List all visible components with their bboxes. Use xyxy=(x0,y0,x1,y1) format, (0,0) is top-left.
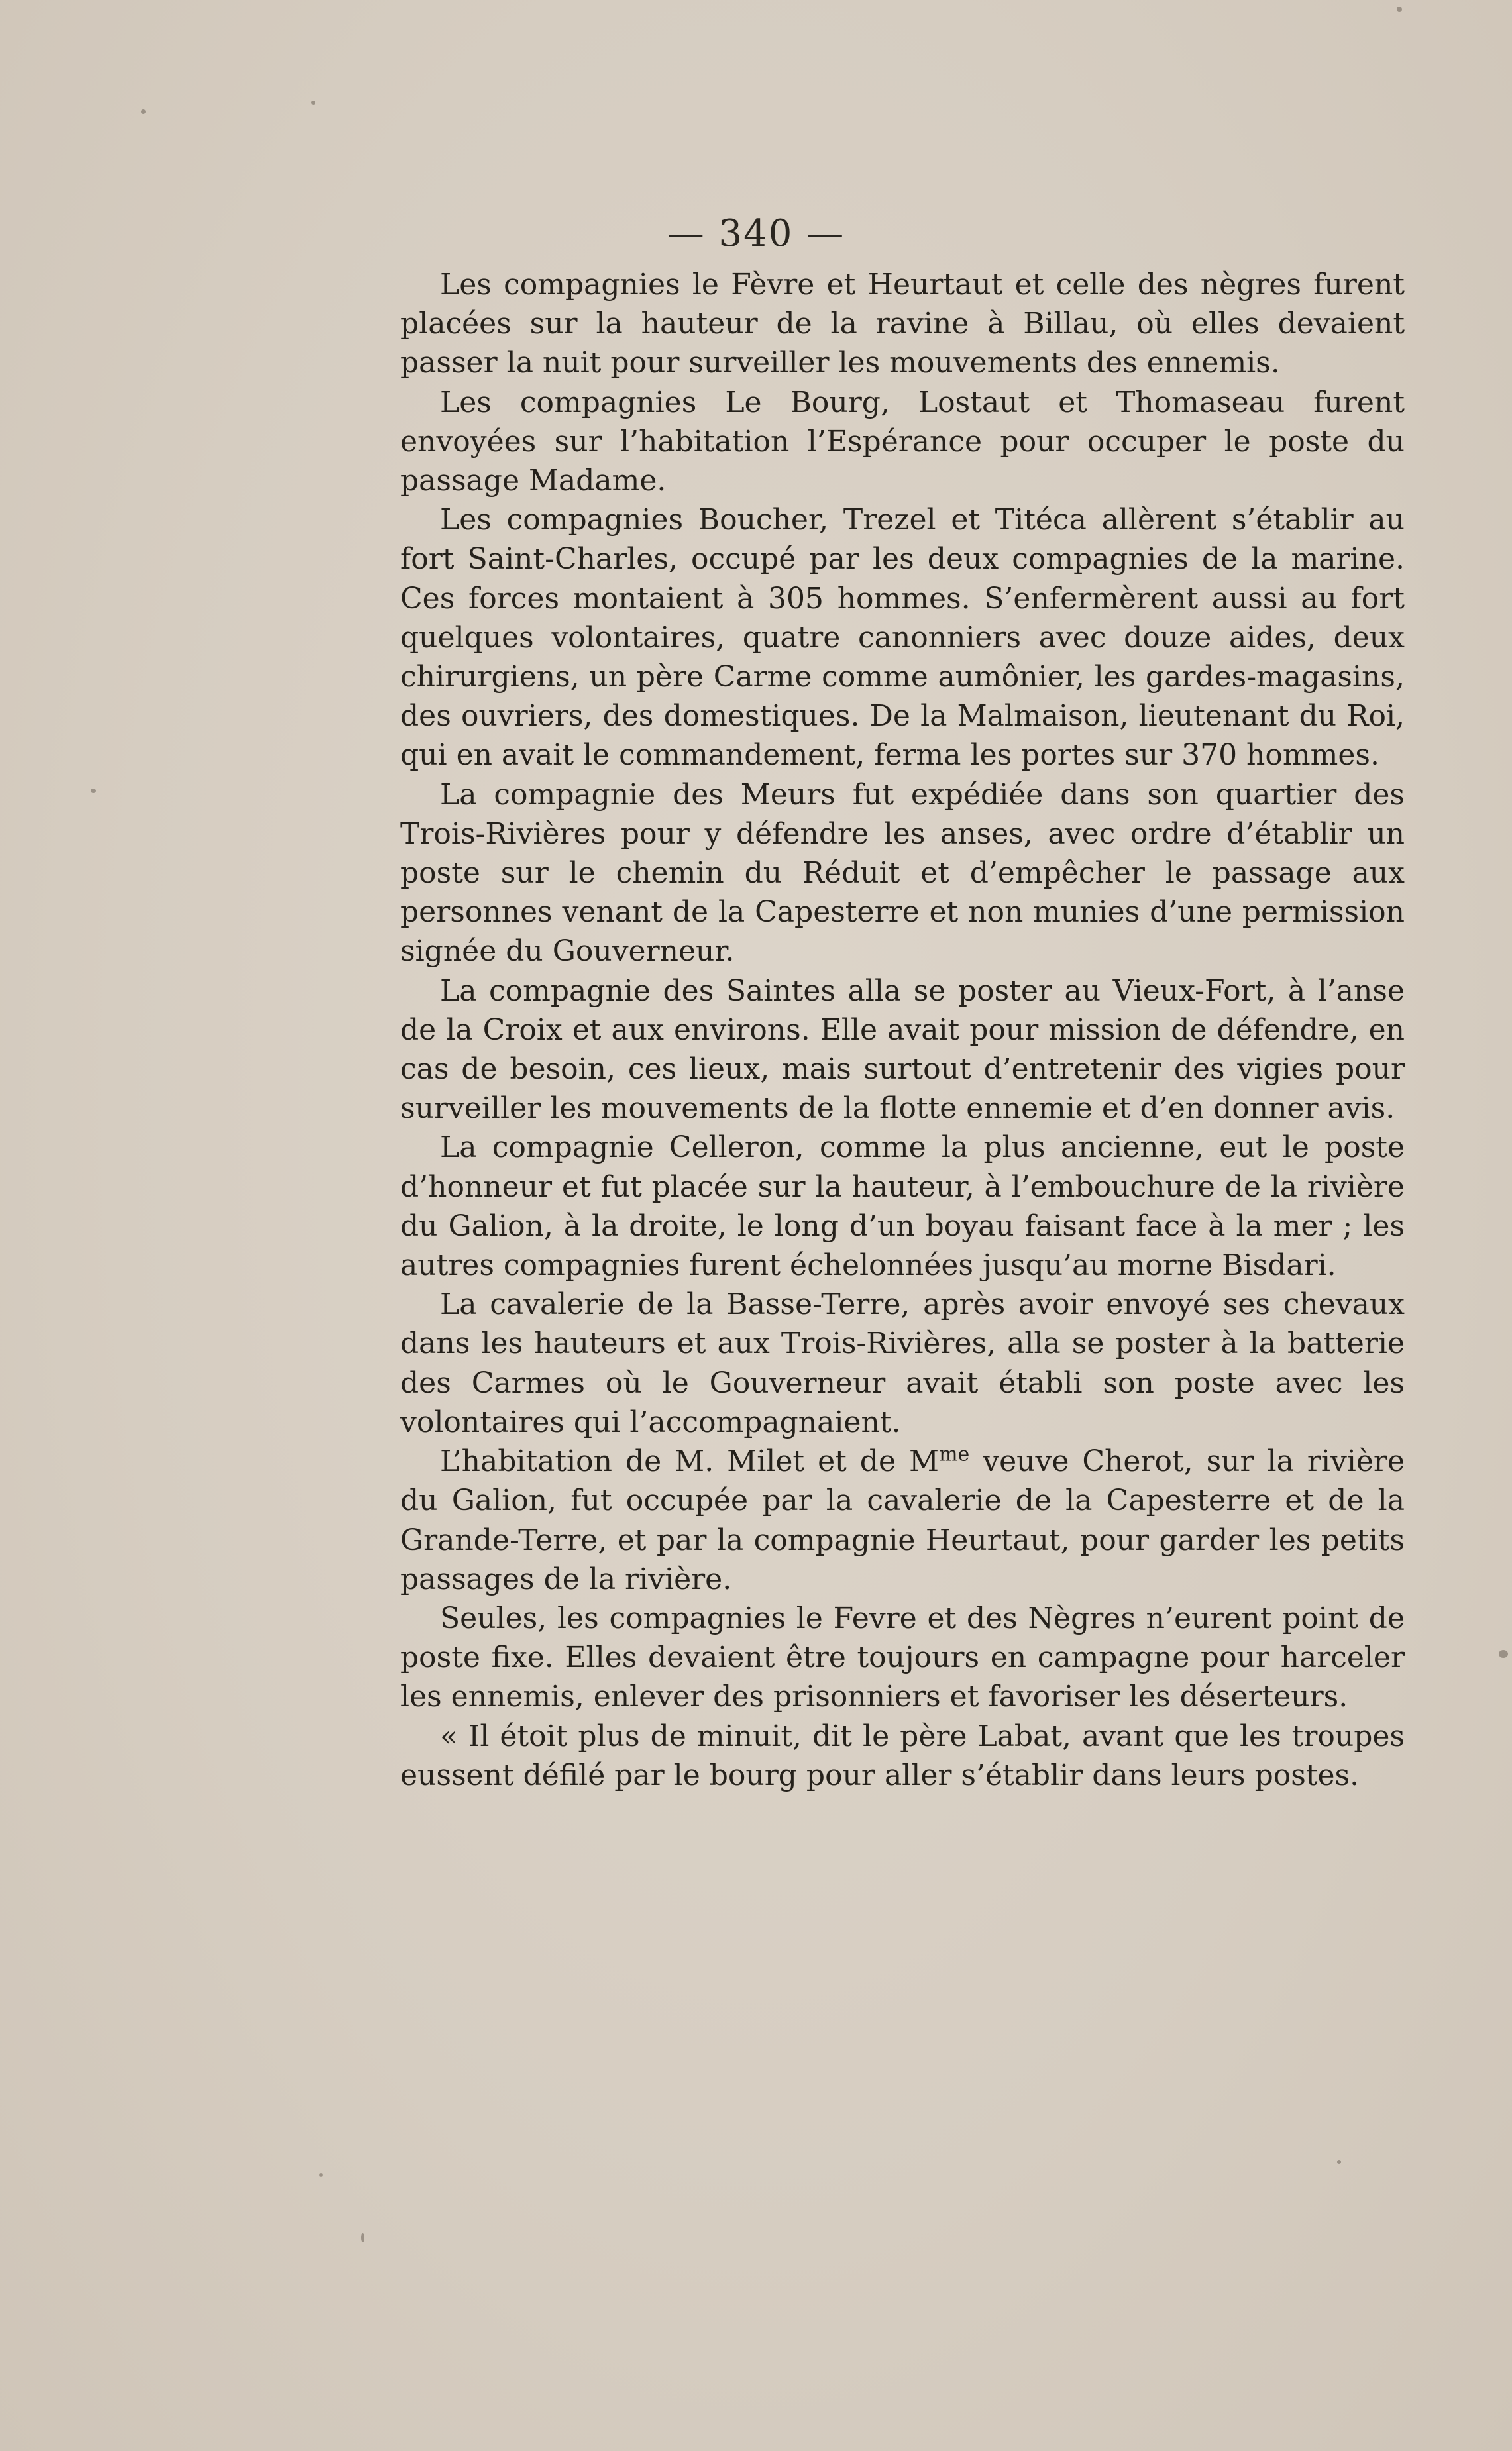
paragraph: Les compagnies le Fèvre et Heurtaut et celle des nègres furent placées sur la hauteur de la ravine à Billau, où elles devaient passer la nuit pour surveiller les mouvements des ennemis. xyxy=(400,268,1405,380)
paragraph: La cavalerie de la Basse-Terre, après avoir envoyé ses chevaux dans les hauteurs et aux Trois-Rivières, alla se poster à la batterie des Carmes où le Gouverneur avait établi son poste avec les volontaires qui l’accompagnaient. xyxy=(400,1287,1405,1439)
paper-speck xyxy=(141,109,146,114)
paper-speck xyxy=(91,789,96,793)
paragraph: La compagnie des Saintes alla se poster au Vieux-Fort, à l’anse de la Croix et aux environs. Elle avait pour mission de défendre, en cas de besoin, ces lieux, mais surtout d’entretenir des vigies pour surveiller les mouvements de la flotte ennemie et d’en donner avis. xyxy=(400,973,1405,1126)
page-number: — 340 — xyxy=(667,212,845,255)
paragraph-text: veuve Cherot, sur la rivière du Galion, fut occupée par la cavalerie de la Capesterre et de la Grande-Terre, et par la compagnie Heurtaut, pour garder les petits passages de la rivière. xyxy=(400,1444,1405,1596)
paragraph: « Il étoit plus de minuit, dit le père Labat, avant que les troupes eussent défilé par le bourg pour aller s’établir dans leurs postes. xyxy=(400,1719,1405,1792)
paper-speck xyxy=(1337,2160,1341,2164)
superscript-abbreviation: me xyxy=(939,1443,970,1466)
body-text xyxy=(400,265,1405,1795)
paragraph: Les compagnies Boucher, Trezel et Titéca allèrent s’établir au fort Saint-Charles, occupé par les deux compagnies de la marine. Ces forces montaient à 305 hommes. S’enfermèrent aussi au fort quelques volontaires, quatre canonniers avec douze aides, deux chirurgiens, un père Carme comme aumônier, les gardes-magasins, des ouvriers, des domestiques. De la Malmaison, lieutenant du Roi, qui en avait le commandement, ferma les portes sur 370 hommes. xyxy=(400,503,1405,773)
paragraph-text: L’habitation de M. Milet et de M xyxy=(440,1444,940,1479)
paper-speck xyxy=(1499,1650,1508,1658)
paragraph xyxy=(400,1442,1405,1599)
paper-speck xyxy=(319,2173,323,2177)
paper-speck xyxy=(361,2233,364,2242)
paper-speck xyxy=(1397,7,1402,12)
paragraph: Seules, les compagnies le Fevre et des Nègres n’eurent point de poste fixe. Elles devaient être toujours en campagne pour harceler les ennemis, enlever des prisonniers et favoriser les déserteurs. xyxy=(400,1601,1405,1714)
paragraph: Les compagnies Le Bourg, Lostaut et Thomaseau furent envoyées sur l’habitation l’Espérance pour occuper le poste du passage Madame. xyxy=(400,385,1405,498)
paper-speck xyxy=(311,101,315,105)
paragraph: La compagnie des Meurs fut expédiée dans son quartier des Trois-Rivières pour y défendre les anses, avec ordre d’établir un poste sur le chemin du Réduit et d’empêcher le passage aux personnes venant de la Capesterre et non munies d’une permission signée du Gouverneur. xyxy=(400,777,1405,969)
paragraph: La compagnie Celleron, comme la plus ancienne, eut le poste d’honneur et fut placée sur la hauteur, à l’embouchure de la rivière du Galion, à la droite, le long d’un boyau faisant face à la mer ; les autres compagnies furent échelonnées jusqu’au morne Bisdari. xyxy=(400,1130,1405,1283)
